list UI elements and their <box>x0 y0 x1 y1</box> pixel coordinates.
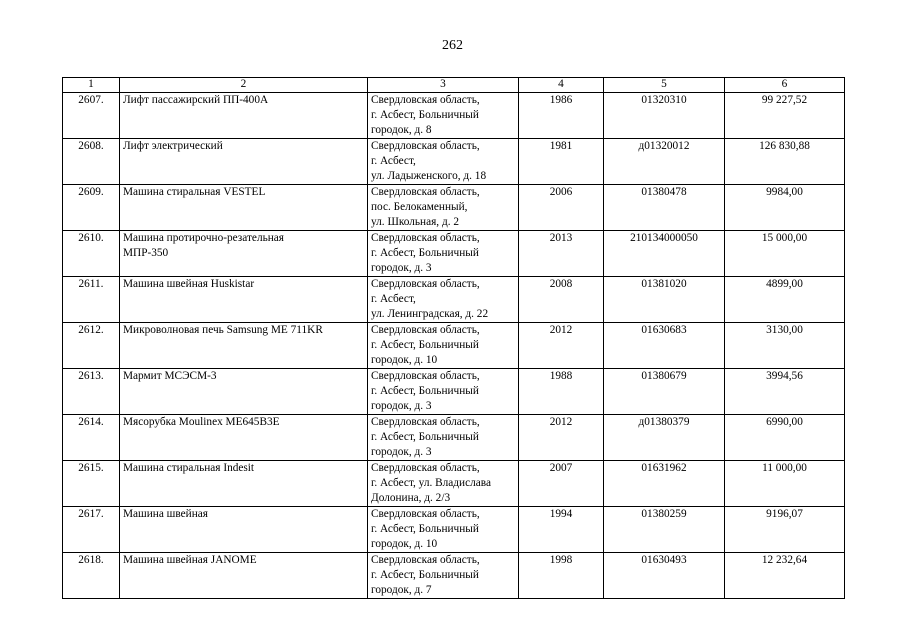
cost-cell: 11 000,00 <box>725 461 845 507</box>
inventory-number-cell: д01380379 <box>604 415 725 461</box>
item-name-line: Машина стиральная VESTEL <box>123 186 266 198</box>
inventory-number-cell: 210134000050 <box>604 231 725 277</box>
cost-cell: 4899,00 <box>725 277 845 323</box>
inventory-number-cell: 01320310 <box>604 93 725 139</box>
year-cell: 2008 <box>519 277 604 323</box>
address-cell <box>368 507 519 553</box>
row-number-cell: 2612. <box>63 323 120 369</box>
table-row <box>63 507 845 553</box>
address-line: городок, д. 3 <box>371 446 432 458</box>
inventory-number-cell: 01381020 <box>604 277 725 323</box>
row-number-cell: 2615. <box>63 461 120 507</box>
item-name-cell <box>120 185 368 231</box>
inventory-number-cell: 01630493 <box>604 553 725 599</box>
inventory-number-cell: 01380259 <box>604 507 725 553</box>
address-line: ул. Ленинградская, д. 22 <box>371 308 489 320</box>
row-number-cell: 2614. <box>63 415 120 461</box>
item-name-cell <box>120 323 368 369</box>
address-line: Свердловская область, <box>371 324 480 336</box>
address-line: Свердловская область, <box>371 554 480 566</box>
address-cell <box>368 93 519 139</box>
row-number-cell: 2607. <box>63 93 120 139</box>
cost-cell: 99 227,52 <box>725 93 845 139</box>
address-line: городок, д. 10 <box>371 354 438 366</box>
item-name-line: Мясорубка Moulinex ME645B3E <box>123 416 280 428</box>
inventory-number-cell: 01380679 <box>604 369 725 415</box>
item-name-cell <box>120 461 368 507</box>
address-line: Свердловская область, <box>371 140 480 152</box>
year-cell: 1994 <box>519 507 604 553</box>
cost-cell: 9984,00 <box>725 185 845 231</box>
address-line: городок, д. 3 <box>371 400 432 412</box>
item-name-cell <box>120 415 368 461</box>
year-cell: 1986 <box>519 93 604 139</box>
address-line: Свердловская область, <box>371 462 480 474</box>
address-line: пос. Белокаменный, <box>371 201 468 213</box>
address-line: Свердловская область, <box>371 508 480 520</box>
item-name-cell <box>120 553 368 599</box>
inventory-number-cell: 01631962 <box>604 461 725 507</box>
address-line: Свердловская область, <box>371 186 480 198</box>
address-line: Долонина, д. 2/3 <box>371 492 451 504</box>
inventory-number-cell: 01380478 <box>604 185 725 231</box>
item-name-cell <box>120 369 368 415</box>
table-row <box>63 369 845 415</box>
address-line: городок, д. 3 <box>371 262 432 274</box>
address-line: Свердловская область, <box>371 232 480 244</box>
address-cell <box>368 185 519 231</box>
item-name-line: Машина швейная <box>123 508 208 520</box>
column-header: 6 <box>725 78 845 93</box>
year-cell: 1981 <box>519 139 604 185</box>
address-line: г. Асбест, <box>371 155 416 167</box>
column-header: 4 <box>519 78 604 93</box>
year-cell: 2012 <box>519 323 604 369</box>
table-row <box>63 553 845 599</box>
address-line: городок, д. 7 <box>371 584 432 596</box>
address-line: Свердловская область, <box>371 94 480 106</box>
table-row <box>63 323 845 369</box>
table-row <box>63 185 845 231</box>
table-row <box>63 139 845 185</box>
item-name-line: Мармит МСЭСМ-3 <box>123 370 217 382</box>
address-cell <box>368 231 519 277</box>
address-line: г. Асбест, <box>371 293 416 305</box>
year-cell: 2006 <box>519 185 604 231</box>
item-name-cell <box>120 139 368 185</box>
address-line: городок, д. 8 <box>371 124 432 136</box>
address-line: г. Асбест, Больничный <box>371 247 479 259</box>
column-header: 3 <box>368 78 519 93</box>
inventory-number-cell: 01630683 <box>604 323 725 369</box>
address-line: г. Асбест, Больничный <box>371 339 479 351</box>
row-number-cell: 2618. <box>63 553 120 599</box>
cost-cell: 15 000,00 <box>725 231 845 277</box>
item-name-cell <box>120 507 368 553</box>
address-line: Свердловская область, <box>371 370 480 382</box>
row-number-cell: 2610. <box>63 231 120 277</box>
address-cell <box>368 369 519 415</box>
item-name-line: Машина протирочно-резательная <box>123 232 284 244</box>
address-line: ул. Ладыженского, д. 18 <box>371 170 487 182</box>
row-number-cell: 2609. <box>63 185 120 231</box>
row-number-cell: 2608. <box>63 139 120 185</box>
cost-cell: 6990,00 <box>725 415 845 461</box>
inventory-number-cell: д01320012 <box>604 139 725 185</box>
item-name-cell <box>120 277 368 323</box>
table-body <box>63 93 845 599</box>
address-cell <box>368 323 519 369</box>
item-name-cell <box>120 93 368 139</box>
cost-cell: 9196,07 <box>725 507 845 553</box>
address-line: Свердловская область, <box>371 416 480 428</box>
address-line: г. Асбест, Больничный <box>371 569 479 581</box>
address-line: г. Асбест, Больничный <box>371 109 479 121</box>
inventory-table <box>62 77 845 599</box>
address-cell <box>368 553 519 599</box>
address-line: Свердловская область, <box>371 278 480 290</box>
row-number-cell: 2613. <box>63 369 120 415</box>
address-cell <box>368 139 519 185</box>
column-header: 2 <box>120 78 368 93</box>
item-name-line: МПР-350 <box>123 247 169 259</box>
address-line: ул. Школьная, д. 2 <box>371 216 459 228</box>
item-name-line: Лифт электрический <box>123 140 223 152</box>
row-number-cell: 2611. <box>63 277 120 323</box>
page-number: 262 <box>442 38 463 53</box>
year-cell: 1998 <box>519 553 604 599</box>
address-line: г. Асбест, Больничный <box>371 385 479 397</box>
cost-cell: 126 830,88 <box>725 139 845 185</box>
column-header: 5 <box>604 78 725 93</box>
table-row <box>63 93 845 139</box>
item-name-line: Машина стиральная Indesit <box>123 462 255 474</box>
year-cell: 2007 <box>519 461 604 507</box>
cost-cell: 3130,00 <box>725 323 845 369</box>
address-line: городок, д. 10 <box>371 538 438 550</box>
table-header <box>63 78 845 93</box>
address-line: г. Асбест, ул. Владислава <box>371 477 491 489</box>
table-row <box>63 461 845 507</box>
year-cell: 2013 <box>519 231 604 277</box>
table-row <box>63 415 845 461</box>
address-line: г. Асбест, Больничный <box>371 431 479 443</box>
cost-cell: 3994,56 <box>725 369 845 415</box>
address-cell <box>368 277 519 323</box>
address-cell <box>368 461 519 507</box>
item-name-line: Машина швейная Huskistar <box>123 278 255 290</box>
item-name-line: Микроволновая печь Samsung ME 711KR <box>123 324 323 336</box>
column-number-row <box>63 78 845 93</box>
row-number-cell: 2617. <box>63 507 120 553</box>
item-name-cell <box>120 231 368 277</box>
year-cell: 1988 <box>519 369 604 415</box>
column-header: 1 <box>63 78 120 93</box>
address-cell <box>368 415 519 461</box>
table-row <box>63 277 845 323</box>
item-name-line: Лифт пассажирский ПП-400А <box>123 94 269 106</box>
table-row <box>63 231 845 277</box>
cost-cell: 12 232,64 <box>725 553 845 599</box>
year-cell: 2012 <box>519 415 604 461</box>
address-line: г. Асбест, Больничный <box>371 523 479 535</box>
item-name-line: Машина швейная JANOME <box>123 554 257 566</box>
